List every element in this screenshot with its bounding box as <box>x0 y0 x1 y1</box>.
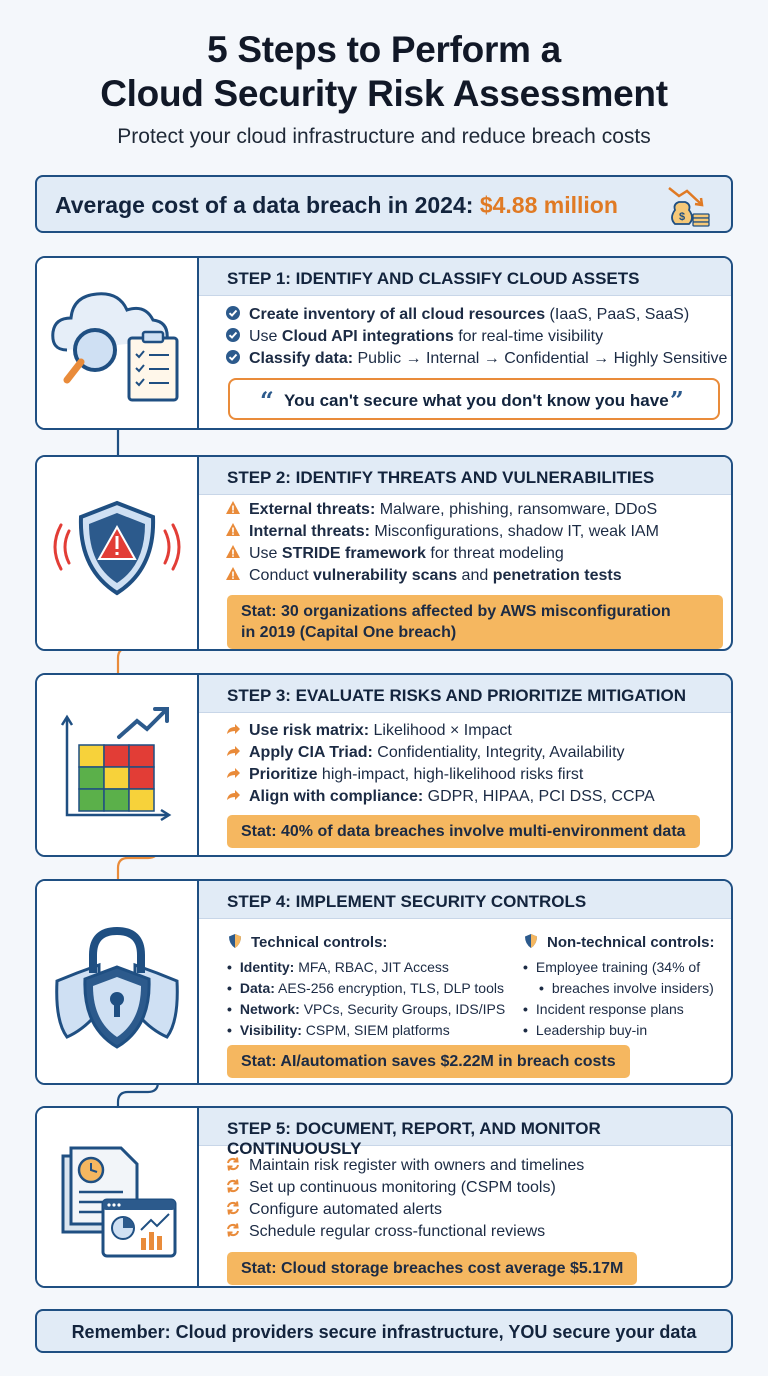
bullet-text: Confidentiality, Integrity, Availability <box>372 744 625 761</box>
bullet-text: GDPR, HIPAA, PCI DSS, CCPA <box>423 788 655 805</box>
step-2-stat <box>227 595 723 649</box>
footer-text: Remember: Cloud providers secure infrastructure, YOU secure your data <box>71 1322 697 1342</box>
bullet-text: Incident response plans <box>535 1001 684 1017</box>
check-circle-icon <box>225 349 241 365</box>
step-2-bullets <box>225 499 659 587</box>
list-item <box>225 543 659 565</box>
bullet-bold: vulnerability scans <box>313 567 458 584</box>
bullet-bold: Classify data: <box>249 350 354 367</box>
close-quote-icon: ” <box>670 386 684 415</box>
bullet-text: Set up continuous monitoring (CSPM tools) <box>249 1179 556 1196</box>
bullet-text: Employee training (34% of <box>535 959 701 975</box>
forward-arrow-icon <box>225 743 241 759</box>
step-4-header <box>199 881 731 919</box>
bullet-bold: Apply CIA Triad: <box>249 744 373 761</box>
shield-icon <box>523 933 539 949</box>
bullet-text: high-impact, high-likelihood risks first <box>317 766 584 783</box>
warning-triangle-icon <box>225 566 241 582</box>
technical-controls-heading <box>227 933 505 951</box>
warning-triangle-icon <box>225 522 241 538</box>
step-1-quote <box>228 378 720 420</box>
bullet-text: Configure automated alerts <box>249 1201 442 1218</box>
warning-triangle-icon <box>225 544 241 560</box>
check-circle-icon <box>225 305 241 321</box>
technical-controls-column <box>227 933 505 1041</box>
bullet-bold: Use risk matrix: <box>249 722 370 739</box>
bullet-text: MFA, RBAC, JIT Access <box>294 959 449 975</box>
step-3-title: STEP 3: EVALUATE RISKS AND PRIORITIZE MITIGATION <box>227 686 687 705</box>
bullet-text: Misconfigurations, shadow IT, weak IAM <box>369 523 659 540</box>
bullet-text: Use <box>249 328 282 345</box>
breach-cost-label: Average cost of a data breach in 2024: <box>55 192 480 218</box>
step-5-bullets <box>225 1155 584 1243</box>
list-item <box>225 304 727 326</box>
list-item <box>227 999 505 1020</box>
bullet-bold: STRIDE framework <box>281 545 426 562</box>
step-1-bullets <box>225 304 727 370</box>
step-5-header <box>199 1108 731 1158</box>
list-item <box>225 742 655 764</box>
step-1-title: STEP 1: IDENTIFY AND CLASSIFY CLOUD ASSETS <box>227 269 640 288</box>
step-3-icon-panel <box>37 675 199 855</box>
list-item <box>225 521 659 543</box>
list-item <box>225 786 655 808</box>
shield-icon <box>227 933 243 949</box>
stat-line-1: Stat: 30 organizations affected by AWS misconfiguration <box>241 603 671 620</box>
refresh-icon <box>225 1222 241 1238</box>
technical-controls-title: Technical controls: <box>251 934 388 951</box>
open-quote-icon: “ <box>260 386 274 415</box>
bullet-bold: Data: <box>239 980 275 996</box>
bullet-bold: Internal threats: <box>249 523 370 540</box>
bullet-bold: Identity: <box>239 959 295 975</box>
list-item <box>225 348 727 370</box>
list-item <box>225 499 659 521</box>
report-dashboard-icon <box>37 1108 197 1286</box>
bullet-bold: Network: <box>239 1001 300 1017</box>
bullet-bold: Create inventory of all cloud resources <box>249 306 546 323</box>
step-1-quote-text: You can't secure what you don't know you have <box>284 391 669 410</box>
step-5-icon-panel <box>37 1108 199 1286</box>
bullet-text: Leadership buy-in <box>535 1022 648 1038</box>
step-1-card <box>35 256 733 430</box>
bullet-text: for threat modeling <box>425 545 564 562</box>
page-subtitle: Protect your cloud infrastructure and reduce breach costs <box>117 125 651 148</box>
bullet-text: Malware, phishing, ransomware, DDoS <box>375 501 658 518</box>
list-item <box>225 1177 584 1199</box>
nontechnical-controls-heading <box>523 933 715 951</box>
padlock-shields-icon <box>37 881 197 1083</box>
list-item <box>225 326 727 348</box>
step-4-icon-panel <box>37 881 199 1083</box>
step-4-card <box>35 879 733 1085</box>
warning-triangle-icon <box>225 500 241 516</box>
step-1-header <box>199 258 731 296</box>
list-item <box>523 999 715 1020</box>
technical-controls-list <box>227 957 505 1041</box>
list-item <box>225 764 655 786</box>
step-2-title: STEP 2: IDENTIFY THREATS AND VULNERABILITIES <box>227 468 655 487</box>
bullet-bold: Visibility: <box>239 1022 302 1038</box>
bullet-text: Use <box>249 545 282 562</box>
step-2-icon-panel <box>37 457 199 649</box>
bullet-text: breaches involve insiders) <box>551 980 714 996</box>
step-3-header <box>199 675 731 713</box>
step-4-title: STEP 4: IMPLEMENT SECURITY CONTROLS <box>227 892 587 911</box>
step-5-stat: Stat: Cloud storage breaches cost average $5.17M <box>227 1252 637 1285</box>
title-line-2: Cloud Security Risk Assessment <box>100 73 668 114</box>
list-item <box>523 978 715 999</box>
list-item <box>227 978 505 999</box>
bullet-text: Public → Internal → Confidential → Highly Sensitive <box>353 350 728 367</box>
list-item <box>225 720 655 742</box>
step-5-title: STEP 5: DOCUMENT, REPORT, AND MONITOR CONTINUOUSLY <box>227 1119 601 1158</box>
nontechnical-controls-column <box>523 933 715 1041</box>
step-3-bullets <box>225 720 655 808</box>
step-4-stat: Stat: AI/automation saves $2.22M in breach costs <box>227 1045 630 1078</box>
list-item <box>227 957 505 978</box>
bullet-text: Likelihood × Impact <box>369 722 512 739</box>
step-1-icon-panel <box>37 258 199 428</box>
bullet-text: Maintain risk register with owners and timelines <box>249 1157 585 1174</box>
breach-cost-amount: $4.88 million <box>479 192 618 218</box>
bullet-bold: Prioritize <box>249 766 318 783</box>
list-item <box>225 1221 584 1243</box>
forward-arrow-icon <box>225 765 241 781</box>
bullet-bold: penetration tests <box>492 567 622 584</box>
bullet-text: AES-256 encryption, TLS, DLP tools <box>274 980 504 996</box>
bullet-text: CSPM, SIEM platforms <box>301 1022 450 1038</box>
list-item <box>523 1020 715 1041</box>
step-3-card <box>35 673 733 857</box>
step-2-card <box>35 455 733 651</box>
stat-line-2: in 2019 (Capital One breach) <box>241 624 457 641</box>
bullet-text: Schedule regular cross-functional reviews <box>249 1223 546 1240</box>
svg-text:$: $ <box>678 211 686 223</box>
bullet-text: (IaaS, PaaS, SaaS) <box>545 306 690 323</box>
shield-warning-icon <box>37 457 197 649</box>
check-circle-icon <box>225 327 241 343</box>
step-2-header <box>199 457 731 495</box>
bullet-bold: Align with compliance: <box>249 788 424 805</box>
list-item <box>225 1199 584 1221</box>
nontechnical-controls-list <box>523 957 715 1041</box>
bullet-text: Conduct <box>249 567 314 584</box>
step-3-stat: Stat: 40% of data breaches involve multi-environment data <box>227 815 700 848</box>
step-5-card <box>35 1106 733 1288</box>
list-item <box>225 1155 584 1177</box>
bullet-bold: External threats: <box>249 501 376 518</box>
bullet-text: and <box>457 567 493 584</box>
refresh-icon <box>225 1178 241 1194</box>
list-item <box>227 1020 505 1041</box>
bullet-bold: Cloud API integrations <box>281 328 454 345</box>
list-item <box>225 565 659 587</box>
bullet-text: VPCs, Security Groups, IDS/IPS <box>299 1001 506 1017</box>
refresh-icon <box>225 1156 241 1172</box>
risk-matrix-icon <box>37 675 197 855</box>
bullet-text: for real-time visibility <box>453 328 604 345</box>
list-item <box>523 957 715 978</box>
nontechnical-controls-title: Non-technical controls: <box>547 934 715 951</box>
forward-arrow-icon <box>225 721 241 737</box>
refresh-icon <box>225 1200 241 1216</box>
cloud-search-clipboard-icon <box>37 258 197 428</box>
title-line-1: 5 Steps to Perform a <box>207 29 561 70</box>
forward-arrow-icon <box>225 787 241 803</box>
footer-reminder <box>35 1309 733 1353</box>
